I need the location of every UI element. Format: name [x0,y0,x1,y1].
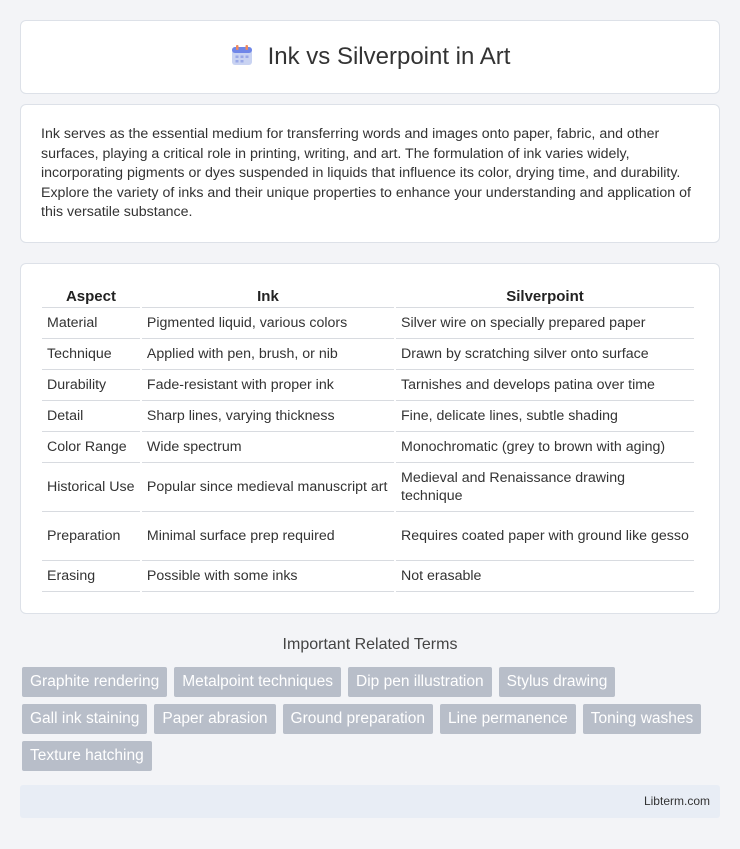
cell-aspect: Preparation [42,512,140,561]
related-tag[interactable]: Stylus drawing [499,667,616,697]
cell-silverpoint: Tarnishes and develops patina over time [396,370,694,401]
header-ink: Ink [142,284,394,308]
cell-silverpoint: Requires coated paper with ground like gesso [396,512,694,561]
table-row [42,561,694,592]
cell-aspect: Technique [42,339,140,370]
related-tag[interactable]: Metalpoint techniques [174,667,341,697]
table-row [42,432,694,463]
cell-silverpoint: Fine, delicate lines, subtle shading [396,401,694,432]
related-tag[interactable]: Texture hatching [22,741,152,771]
cell-ink: Minimal surface prep required [142,512,394,561]
comparison-card [20,263,720,614]
cell-aspect: Detail [42,401,140,432]
cell-silverpoint: Drawn by scratching silver onto surface [396,339,694,370]
cell-silverpoint: Monochromatic (grey to brown with aging) [396,432,694,463]
header-aspect: Aspect [42,284,140,308]
cell-aspect: Color Range [42,432,140,463]
related-tag[interactable]: Toning washes [583,704,702,734]
table-row [42,308,694,339]
cell-ink: Pigmented liquid, various colors [142,308,394,339]
table-row [42,370,694,401]
related-tag[interactable]: Ground preparation [283,704,433,734]
header-silverpoint: Silverpoint [396,284,694,308]
cell-ink: Wide spectrum [142,432,394,463]
related-terms-title: Important Related Terms [282,636,458,653]
table-header-row [42,284,694,308]
cell-ink: Popular since medieval manuscript art [142,463,394,512]
related-terms-list [22,667,722,778]
table-row [42,401,694,432]
cell-silverpoint: Silver wire on specially prepared paper [396,308,694,339]
cell-aspect: Material [42,308,140,339]
table-row [42,339,694,370]
cell-silverpoint: Not erasable [396,561,694,592]
related-tag[interactable]: Dip pen illustration [348,667,492,697]
cell-silverpoint: Medieval and Renaissance drawing technique [396,463,694,512]
intro-card [20,104,720,243]
related-tag[interactable]: Graphite rendering [22,667,167,697]
related-tag[interactable]: Gall ink staining [22,704,147,734]
header-card [20,20,720,94]
calendar-icon [230,43,254,72]
cell-aspect: Durability [42,370,140,401]
cell-aspect: Historical Use [42,463,140,512]
cell-ink: Applied with pen, brush, or nib [142,339,394,370]
cell-ink: Sharp lines, varying thickness [142,401,394,432]
page-title: Ink vs Silverpoint in Art [267,43,511,70]
cell-ink: Fade-resistant with proper ink [142,370,394,401]
intro-text: Ink serves as the essential medium for transferring words and images onto paper, fabric, and other surfaces, playing a critical role in printing, writing, and art. The formulation of ink varies widely, incorporating pigments or dyes suspended in liquids that influence its color, drying time, and durability. Explore the variety of inks and their unique properties to enhance your understanding and application of this versatile substance. [41,126,691,221]
related-tag[interactable]: Line permanence [440,704,576,734]
comparison-table [40,284,696,592]
footer [20,785,720,818]
table-row [42,512,694,561]
related-tag[interactable]: Paper abrasion [154,704,275,734]
table-row [42,463,694,512]
footer-link[interactable]: Libterm.com [643,794,710,808]
cell-ink: Possible with some inks [142,561,394,592]
cell-aspect: Erasing [42,561,140,592]
